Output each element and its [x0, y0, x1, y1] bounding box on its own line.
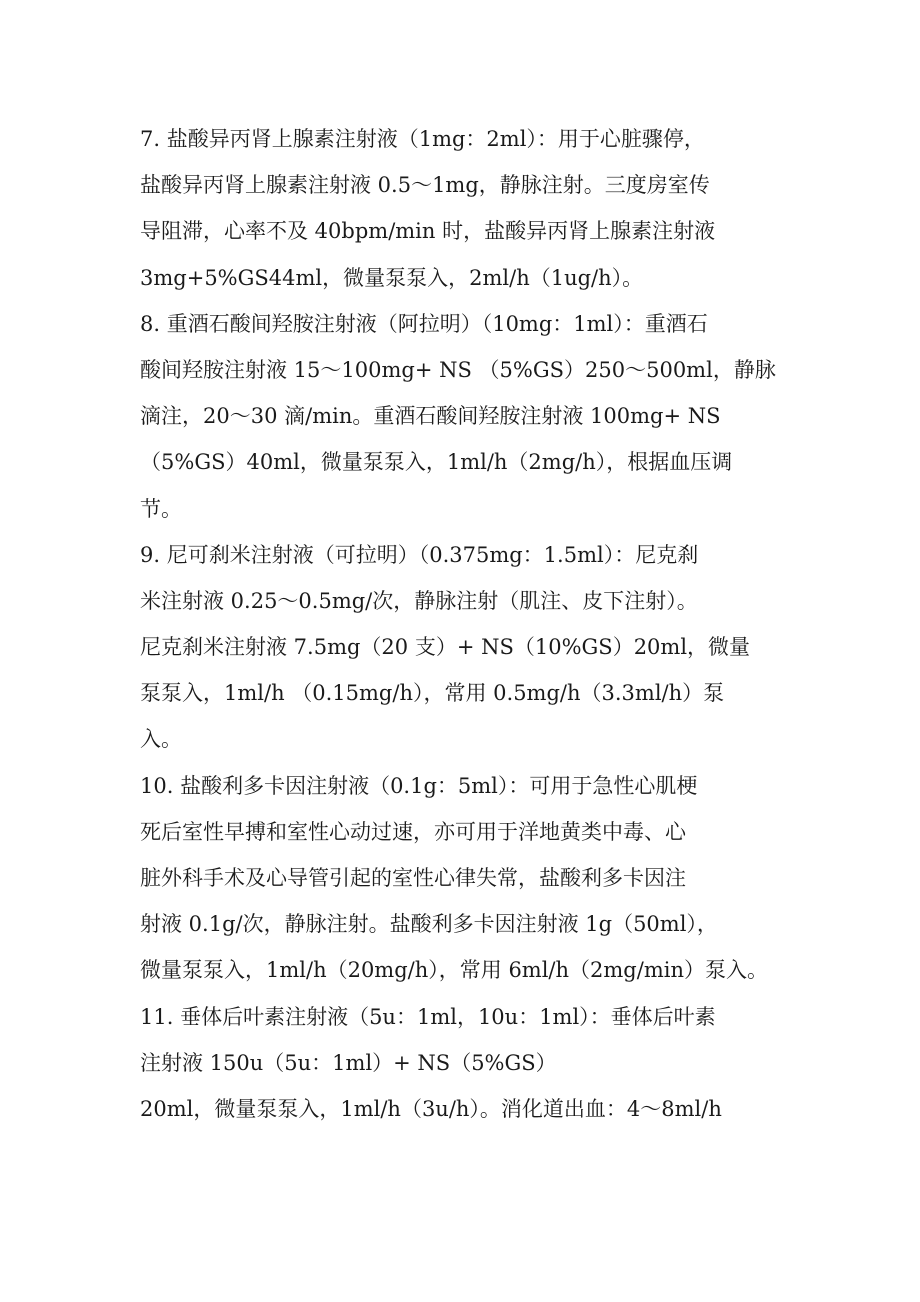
document-body [140, 116, 800, 1132]
text-line: 注射液 150u（5u：1ml）+ NS（5%GS） [140, 1050, 557, 1075]
text-line: 9. 尼可刹米注射液（可拉明）（0.375mg：1.5ml）：尼克刹 [140, 542, 699, 567]
text-line: 脏外科手术及心导管引起的室性心律失常，盐酸利多卡因注 [140, 866, 686, 890]
text-line: 10. 盐酸利多卡因注射液（0.1g：5ml）：可用于急性心肌梗 [140, 773, 698, 798]
text-line: 微量泵泵入，1ml/h（20mg/h），常用 6ml/h（2mg/min）泵入。 [140, 958, 768, 983]
text-line: 盐酸异丙肾上腺素注射液 0.5～1mg，静脉注射。三度房室传 [140, 173, 710, 198]
text-line: 泵泵入，1ml/h （0.15mg/h），常用 0.5mg/h（3.3ml/h）泵 [140, 681, 725, 706]
text-line: 酸间羟胺注射液 15～100mg+ NS （5%GS）250～500ml，静脉 [140, 357, 776, 382]
text-line: 入。 [140, 727, 182, 752]
text-line: 11. 垂体后叶素注射液（5u：1ml，10u：1ml）：垂体后叶素 [140, 1004, 716, 1029]
text-line: 射液 0.1g/次，静脉注射。盐酸利多卡因注射液 1g（50ml）， [140, 912, 718, 937]
text-line: 尼克刹米注射液 7.5mg（20 支）+ NS（10%GS）20ml，微量 [140, 635, 751, 660]
text-line: （5%GS）40ml，微量泵泵入，1ml/h（2mg/h），根据血压调 [140, 450, 733, 475]
text-line: 8. 重酒石酸间羟胺注射液（阿拉明）（10mg：1ml）：重酒石 [140, 311, 708, 336]
text-line: 节。 [140, 496, 182, 521]
text-line: 死后室性早搏和室性心动过速，亦可用于洋地黄类中毒、心 [140, 819, 686, 844]
text-line: 米注射液 0.25～0.5mg/次，静脉注射（肌注、皮下注射）。 [140, 588, 698, 613]
text-line: 滴注，20～30 滴/min。重酒石酸间羟胺注射液 100mg+ NS [140, 404, 721, 429]
text-line: 7. 盐酸异丙肾上腺素注射液（1mg：2ml）：用于心脏骤停， [140, 127, 705, 151]
text-line: 3mg+5%GS44ml，微量泵泵入，2ml/h（1ug/h）。 [140, 265, 644, 290]
text-line: 20ml，微量泵泵入，1ml/h（3u/h）。消化道出血：4～8ml/h [140, 1096, 722, 1121]
text-line: 导阻滞，心率不及 40bpm/min 时，盐酸异丙肾上腺素注射液 [140, 219, 716, 244]
